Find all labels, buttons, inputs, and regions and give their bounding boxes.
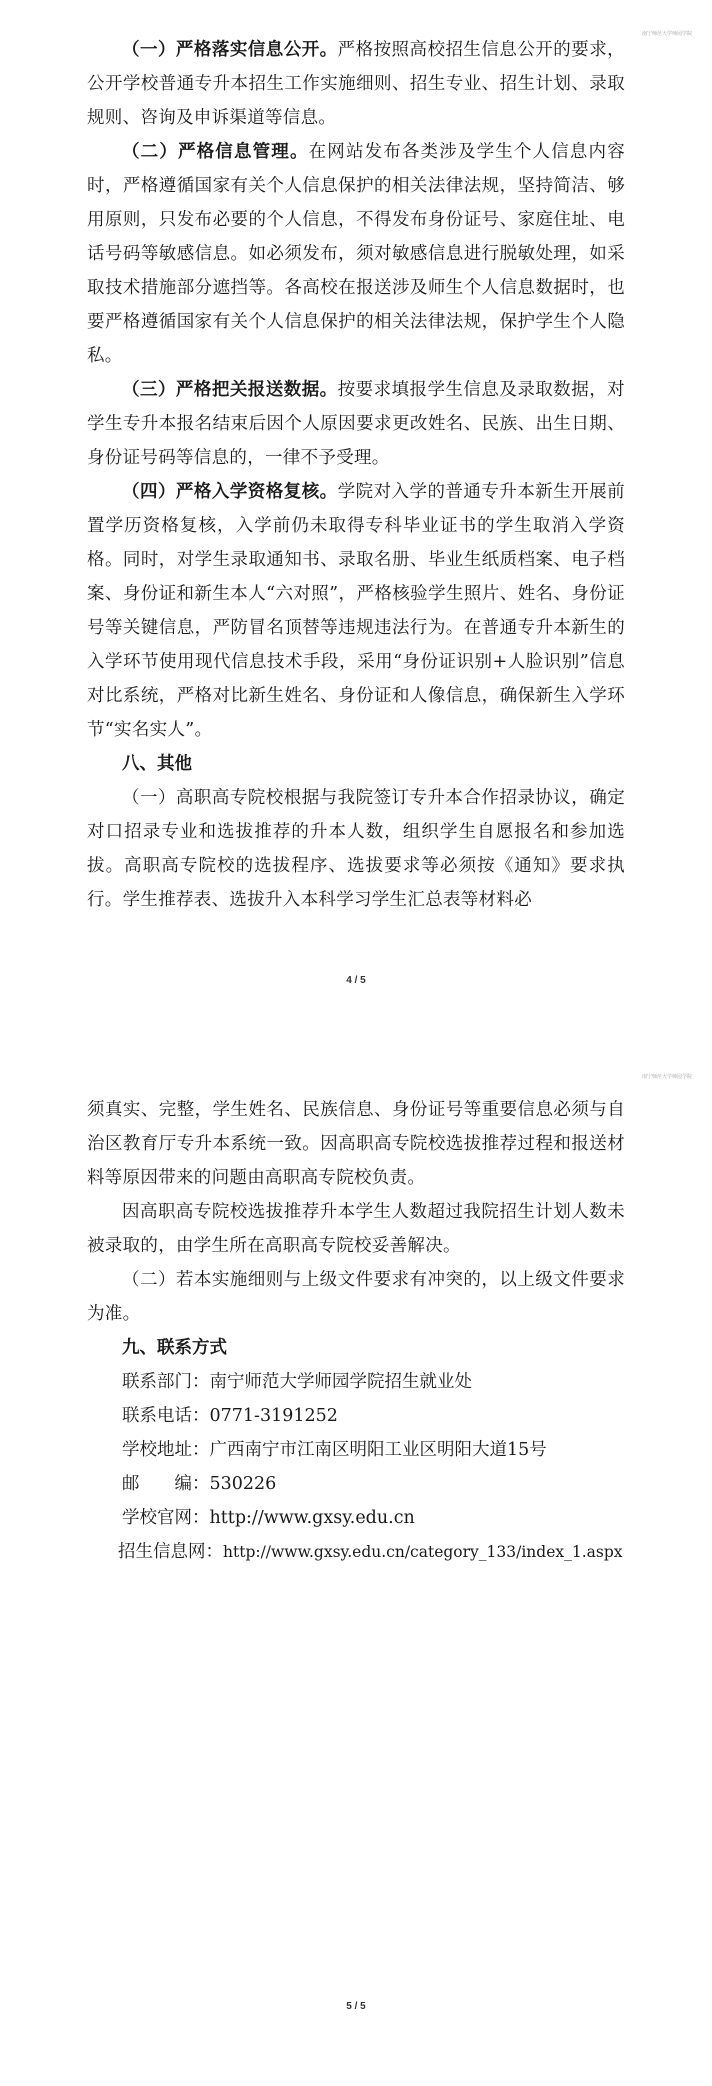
document-page-5 bbox=[0, 1043, 712, 2086]
paragraph-over-quota: 因高职高专院校选拔推荐升本学生人数超过我院招生计划人数未被录取的，由学生所在高职高专院校妥善解决。 bbox=[87, 1202, 625, 1256]
contact-label: 学校官网： bbox=[122, 1508, 210, 1528]
paragraph-text: 严格按照高校招生信息公开的要求，公开学校普通专升本招生工作实施细则、招生专业、招生计划、录取规则、咨询及申诉渠道等信息。 bbox=[87, 40, 625, 128]
contact-admission-site bbox=[87, 1535, 625, 1569]
paragraph-info-disclosure bbox=[87, 33, 625, 135]
contact-label: 邮 编： bbox=[122, 1474, 210, 1494]
contact-value: http://www.gxsy.edu.cn bbox=[209, 1508, 415, 1528]
page-body bbox=[87, 33, 625, 917]
section-heading-contact: 九、联系方式 bbox=[122, 1338, 227, 1358]
contact-value: 0771-3191252 bbox=[209, 1406, 338, 1426]
contact-address bbox=[87, 1433, 625, 1467]
paragraph-text: 学院对入学的普通专升本新生开展前置学历资格复核，入学前仍未取得专科毕业证书的学生取消入学资格。同时，对学生录取通知书、录取名册、毕业生纸质档案、电子档案、身份证和新生本人“六对照”，严格核验学生照片、姓名、身份证号等关键信息，严防冒名顶替等违规违法行为。在普通专升本新生的入学环节使用现代信息技术手段，采用“身份证识别+人脸识别”信息对比系统，严格对比新生姓名、身份证和人像信息，确保新生入学环节“实名实人”。 bbox=[87, 482, 625, 740]
contact-department bbox=[87, 1365, 625, 1399]
paragraph-data-check bbox=[87, 373, 625, 475]
paragraph-text: 在网站发布各类涉及学生个人信息内容时，严格遵循国家有关个人信息保护的相关法律法规，坚持简洁、够用原则，只发布必要的个人信息，不得发布身份证号、家庭住址、电话号码等敏感信息。如必须发布，须对敏感信息进行脱敏处理，如采取技术措施部分遮挡等。各高校在报送涉及师生个人信息数据时，也要严格遵循国家有关个人信息保护的相关法律法规，保护学生个人隐私。 bbox=[87, 142, 626, 366]
contact-phone bbox=[87, 1399, 625, 1433]
contact-label: 联系电话： bbox=[122, 1406, 210, 1426]
contact-value: 南宁师范大学师园学院招生就业处 bbox=[209, 1372, 472, 1392]
paragraph-continuation: 须真实、完整，学生姓名、民族信息、身份证号等重要信息必须与自治区教育厅专升本系统一致。因高职高专院校选拔推荐过程和报送材料等原因带来的问题由高职高专院校负责。 bbox=[87, 1100, 625, 1188]
contact-label: 招生信息网： bbox=[118, 1542, 223, 1562]
paragraph-lead: （二）严格信息管理。 bbox=[122, 142, 309, 162]
page-watermark: 南宁师范大学师园学院 bbox=[641, 31, 692, 37]
paragraph-conflict-rule: （二）若本实施细则与上级文件要求有冲突的，以上级文件要求为准。 bbox=[87, 1270, 625, 1324]
paragraph-text: 按要求填报学生信息及录取数据，对学生专升本报名结束后因个人原因要求更改姓名、民族、出生日期、身份证号码等信息的，一律不予受理。 bbox=[87, 380, 625, 468]
page-watermark: 南宁师范大学师园学院 bbox=[641, 1074, 692, 1080]
paragraph-info-management bbox=[87, 135, 625, 373]
paragraph-lead: （一）严格落实信息公开。 bbox=[122, 40, 338, 60]
paragraph-admission-review bbox=[87, 475, 625, 747]
contact-label: 联系部门： bbox=[122, 1372, 210, 1392]
contact-value: http://www.gxsy.edu.cn/category_133/index_1.aspx bbox=[223, 1543, 623, 1561]
contact-label: 学校地址： bbox=[122, 1440, 210, 1460]
contact-value: 广西南宁市江南区明阳工业区明阳大道15号 bbox=[209, 1440, 547, 1460]
paragraph-cooperation: （一）高职高专院校根据与我院签订专升本合作招录协议，确定对口招录专业和选拔推荐的升本人数，组织学生自愿报名和参加选拔。高职高专院校的选拔程序、选拔要求等必须按《通知》要求执行。学生推荐表、选拔升入本科学习学生汇总表等材料必 bbox=[87, 788, 625, 910]
page-body bbox=[87, 1093, 625, 1569]
section-heading-other: 八、其他 bbox=[122, 754, 192, 774]
page-number: 5 / 5 bbox=[346, 2001, 366, 2012]
contact-website bbox=[87, 1501, 625, 1535]
contact-postcode bbox=[87, 1467, 625, 1501]
contact-value: 530226 bbox=[209, 1474, 277, 1494]
paragraph-lead: （四）严格入学资格复核。 bbox=[122, 482, 338, 502]
page-number: 4 / 5 bbox=[346, 975, 366, 986]
paragraph-lead: （三）严格把关报送数据。 bbox=[122, 380, 338, 400]
